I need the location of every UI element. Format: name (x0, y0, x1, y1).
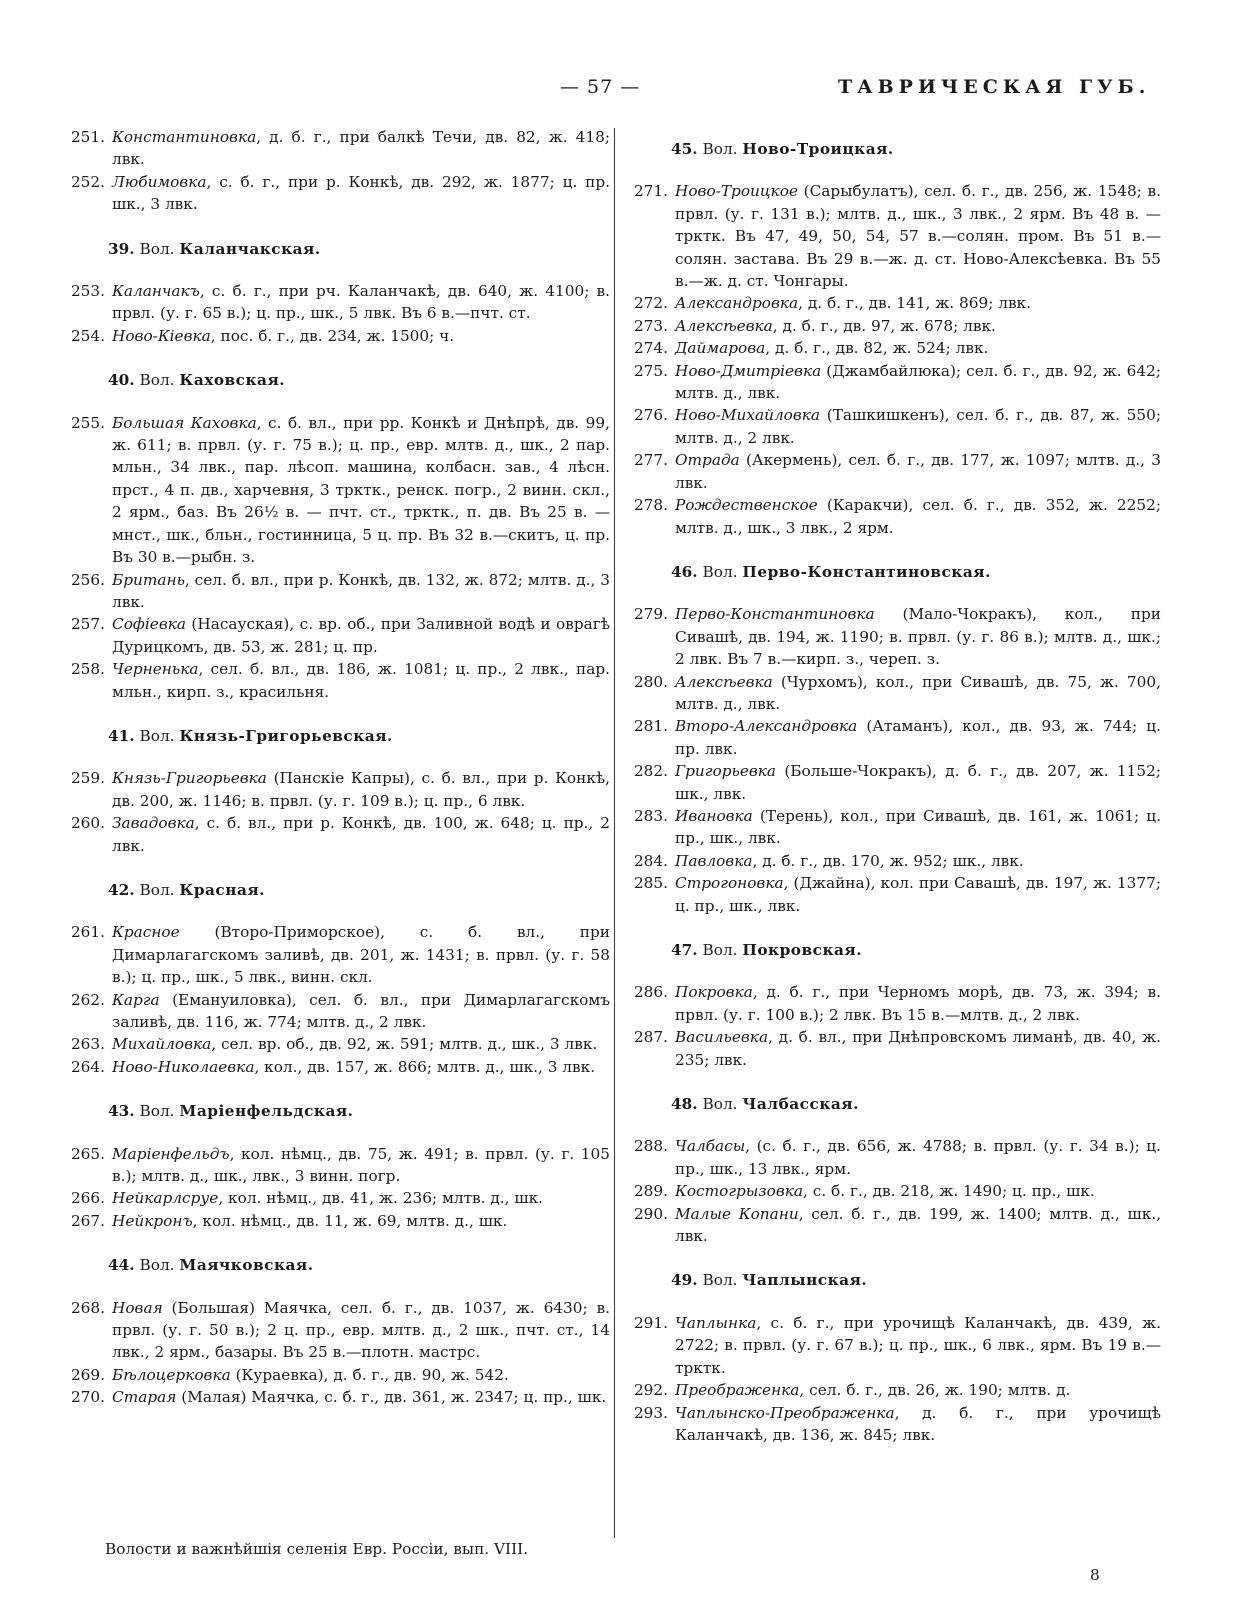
settlement-name: Ново-Дмитріевка (675, 361, 822, 380)
settlement-entry (62, 658, 610, 703)
volost-number: 42. (108, 880, 135, 899)
settlement-entry (62, 1386, 610, 1408)
entry-text (675, 180, 1161, 292)
page-title: ТАВРИЧЕСКАЯ ГУБ. (838, 76, 1151, 98)
settlement-details: (Малая) Маячка, с. б. г., дв. 361, ж. 2347; ц. пр., шк. (176, 1388, 607, 1407)
settlement-entry (625, 850, 1161, 872)
entry-number: 285. (633, 874, 668, 893)
entry-text (675, 671, 1161, 716)
entry-text (112, 658, 610, 703)
settlement-name: Васильевка (675, 1028, 769, 1047)
entry-text (675, 760, 1161, 805)
settlement-details: , с. б. г., дв. 218, ж. 1490; ц. пр., шк. (803, 1182, 1095, 1201)
settlement-name: Рождественское (675, 496, 818, 515)
settlement-entry (62, 1033, 610, 1055)
entry-number: 254. (70, 326, 105, 345)
entry-text (112, 1033, 610, 1055)
entry-text (112, 1297, 610, 1364)
sheet-number: 8 (1090, 1566, 1100, 1584)
entry-number: 293. (633, 1403, 668, 1422)
volost-name: Князь-Григорьевская. (179, 726, 393, 745)
settlement-name: Григорьевка (675, 762, 777, 781)
entry-number: 263. (70, 1035, 105, 1054)
entry-number: 284. (633, 851, 668, 870)
settlement-name: Ново-Троицкое (675, 182, 798, 201)
settlement-entry (625, 360, 1161, 405)
settlement-name: Отрада (675, 451, 740, 470)
settlement-name: Нейкарлсруе (112, 1189, 219, 1208)
entry-number: 279. (633, 605, 668, 624)
entry-number: 256. (70, 570, 105, 589)
entry-text (112, 569, 610, 614)
entry-number: 289. (633, 1182, 668, 1201)
entry-number: 270. (70, 1388, 105, 1407)
entry-number: 260. (70, 814, 105, 833)
settlement-details: , (Джайна), кол. при Савашѣ, дв. 197, ж. 1377; ц. пр., шк., лвк. (675, 874, 1161, 915)
settlement-details: , д. б. г., дв. 82, ж. 524; лвк. (765, 339, 989, 358)
settlement-name: Большая Каховка (112, 413, 257, 432)
entry-number: 259. (70, 769, 105, 788)
settlement-entry (625, 1312, 1161, 1379)
settlement-details: (Насауская), с. вр. об., при Заливной водѣ и оврагѣ Дурицкомъ, дв. 53, ж. 281; ц. пр. (112, 615, 610, 656)
settlement-entry (62, 1297, 610, 1364)
entry-text (112, 325, 610, 347)
settlement-entry (625, 1026, 1161, 1071)
settlement-details: (Кураевка), д. б. г., дв. 90, ж. 542. (230, 1365, 509, 1384)
volost-label: Вол. (702, 941, 738, 959)
entry-number: 269. (70, 1365, 105, 1384)
settlement-details: , (с. б. г., дв. 656, ж. 4788; в. првл. (у. г. 34 в.); ц. пр., шк., 13 лвк., ярм. (675, 1137, 1161, 1178)
volost-name: Чалбасская. (742, 1095, 859, 1114)
settlement-name: Даймарова (675, 339, 766, 358)
settlement-details: (Атаманъ), кол., дв. 93, ж. 744; ц. пр. лвк. (675, 717, 1161, 758)
settlement-name: Перво-Константиновка (675, 605, 875, 624)
settlement-details: , с. б. г., при урочищѣ Каланчакѣ, дв. 439, ж. 2722; в. првл. (у. г. 67 в.); ц. пр., шк., 6 лвк., ярм. Въ 19 в.— трктк. (675, 1313, 1161, 1377)
settlement-entry (62, 989, 610, 1034)
settlement-name: Черненька (112, 660, 199, 679)
entry-number: 257. (70, 615, 105, 634)
volost-number: 40. (108, 371, 135, 390)
entry-number: 282. (633, 762, 668, 781)
entry-text (112, 989, 610, 1034)
settlement-name: Софіевка (112, 615, 186, 634)
settlement-details: (Акермень), сел. б. г., дв. 177, ж. 1097; млтв. д., 3 лвк. (675, 451, 1161, 492)
settlement-details: , с. б. г., при рч. Каланчакѣ, дв. 640, ж. 4100; в. првл. (у. г. 65 в.); ц. пр., шк., 5 лвк. Въ 6 в.—пчт. ст. (112, 282, 610, 323)
entry-number: 272. (633, 294, 668, 313)
settlement-details: , кол. нѣмц., дв. 11, ж. 69, млтв. д., шк. (192, 1211, 508, 1230)
settlement-name: Ново-Михайловка (675, 406, 821, 425)
settlement-entry (625, 715, 1161, 760)
volost-heading (625, 939, 1161, 961)
settlement-entry (625, 1135, 1161, 1180)
volost-label: Вол. (702, 140, 738, 158)
settlement-details: , кол. нѣмц., дв. 41, ж. 236; млтв. д., шк. (218, 1189, 544, 1208)
volost-name: Маріенфельдская. (179, 1102, 354, 1121)
settlement-details: (Каракчи), сел. б. г., дв. 352, ж. 2252; млтв. д., шк., 3 лвк., 2 ярм. (675, 496, 1161, 537)
volost-number: 44. (108, 1256, 135, 1275)
settlement-entry (625, 671, 1161, 716)
settlement-entry (62, 171, 610, 216)
settlement-entry (62, 812, 610, 857)
entry-number: 292. (633, 1381, 668, 1400)
volost-number: 49. (671, 1271, 698, 1290)
volost-heading (62, 1254, 610, 1276)
volost-name: Чаплынская. (742, 1271, 868, 1290)
settlement-name: Британь (112, 570, 185, 589)
settlement-entry (625, 872, 1161, 917)
volost-heading (62, 369, 610, 391)
entry-number: 288. (633, 1137, 668, 1156)
entry-text (112, 767, 610, 812)
settlement-name: Маріенфельдъ (112, 1144, 230, 1163)
settlement-name: Алексѣевка (675, 316, 773, 335)
volost-label: Вол. (702, 1095, 738, 1114)
entry-text (112, 1364, 610, 1386)
entry-number: 275. (633, 361, 668, 380)
volost-name: Ново-Троицкая. (742, 140, 894, 158)
volost-name: Каховская. (179, 371, 286, 390)
settlement-entry (625, 292, 1161, 314)
entry-text (675, 292, 1161, 314)
volost-name: Покровская. (742, 941, 863, 959)
settlement-entry (62, 767, 610, 812)
settlement-details: (Чурхомъ), кол., при Сивашѣ, дв. 75, ж. 700, млтв. д., лвк. (675, 672, 1161, 713)
settlement-details: , сел. б. г., дв. 199, ж. 1400; млтв. д., шк., лвк. (675, 1204, 1161, 1246)
entry-text (112, 1143, 610, 1188)
settlement-name: Малые Копани (675, 1204, 799, 1223)
volost-heading (625, 1269, 1161, 1291)
entry-text (675, 449, 1161, 494)
settlement-details: , д. б. г., дв. 141, ж. 869; лвк. (798, 294, 1031, 313)
settlement-name: Красное (112, 923, 180, 942)
entry-number: 286. (633, 983, 668, 1002)
volost-label: Вол. (139, 726, 175, 745)
entry-text (112, 280, 610, 325)
entry-text (112, 126, 610, 171)
entry-number: 251. (70, 128, 105, 146)
right-column (625, 126, 1161, 1446)
settlement-entry (62, 280, 610, 325)
settlement-name: Константиновка (112, 128, 257, 146)
column-divider (614, 128, 615, 1538)
entry-number: 264. (70, 1057, 105, 1076)
settlement-details: , с. б. вл., при рр. Конкѣ и Днѣпрѣ, дв. 99, ж. 611; в. првл. (у. г. 75 в.); ц. пр., евр. млтв. д., шк., 2 пар. мльн., 34 лвк., пар. лѣсоп. машина, колбасн. зав., 4 лѣсн. прст., 4 п. дв., харчевня, 3 трктк., ренск. погр., 2 винн. скл., 2 ярм., баз. Въ 26½ в. — пчт. ст., трктк., п. дв. Въ 25 в. — мнст., шк., бльн., гостинница, 5 ц. пр. Въ 32 в.—скитъ, ц. пр. Въ 30 в.—рыбн. з. (112, 413, 610, 567)
entry-number: 261. (70, 923, 105, 942)
settlement-name: Чалбасы (675, 1137, 746, 1156)
settlement-entry (625, 337, 1161, 359)
settlement-name: Ново-Кіевка (112, 326, 211, 345)
entry-number: 290. (633, 1204, 668, 1223)
entry-text (675, 1312, 1161, 1379)
volost-label: Вол. (139, 1102, 175, 1121)
volost-label: Вол. (139, 1256, 175, 1275)
settlement-name: Чаплынско-Преображенка (675, 1403, 895, 1422)
settlement-name: Новая (112, 1298, 163, 1317)
settlement-entry (62, 569, 610, 614)
settlement-name: Павловка (675, 851, 753, 870)
settlement-name: Любимовка (112, 172, 207, 191)
settlement-details: , с. б. г., при р. Конкѣ, дв. 292, ж. 1877; ц. пр. шк., 3 лвк. (112, 172, 610, 214)
volost-number: 46. (671, 562, 698, 581)
settlement-details: , сел. вр. об., дв. 92, ж. 591; млтв. д., шк., 3 лвк. (211, 1035, 598, 1054)
settlement-entry (625, 981, 1161, 1026)
settlement-details: , д. б. г., при Черномъ морѣ, дв. 73, ж. 394; в. првл. (у. г. 100 в.); 2 лвк. Въ 15 в.—млтв. д., 2 лвк. (675, 983, 1161, 1024)
entry-number: 258. (70, 660, 105, 679)
settlement-name: Преображенка (675, 1381, 800, 1400)
volost-heading (62, 879, 610, 901)
entry-number: 281. (633, 717, 668, 736)
entry-text (675, 872, 1161, 917)
settlement-details: , с. б. вл., при р. Конкѣ, дв. 100, ж. 648; ц. пр., 2 лвк. (112, 814, 610, 855)
settlement-entry (62, 1210, 610, 1232)
entry-text (112, 1386, 610, 1408)
entry-number: 291. (633, 1313, 668, 1332)
volost-name: Красная. (179, 880, 265, 899)
settlement-entry (625, 760, 1161, 805)
entry-number: 276. (633, 406, 668, 425)
settlement-name: Александровка (675, 294, 799, 313)
volost-label: Вол. (139, 371, 175, 390)
settlement-name: Нейкронъ (112, 1211, 193, 1230)
settlement-name: Покровка (675, 983, 753, 1002)
volost-number: 39. (108, 239, 135, 258)
entry-text (112, 921, 610, 988)
settlement-entry (62, 921, 610, 988)
settlement-details: , сел. б. вл., при р. Конкѣ, дв. 132, ж. 872; млтв. д., 3 лвк. (112, 570, 610, 611)
entry-number: 271. (633, 182, 668, 201)
entry-number: 262. (70, 990, 105, 1009)
settlement-entry (625, 404, 1161, 449)
entry-number: 278. (633, 496, 668, 515)
settlement-name: Князь-Григорьевка (112, 769, 267, 788)
volost-label: Вол. (139, 239, 175, 258)
entry-text (675, 715, 1161, 760)
entry-text (675, 360, 1161, 405)
settlement-name: Карга (112, 990, 160, 1009)
settlement-details: (Панскіе Капры), с. б. вл., при р. Конкѣ, дв. 200, ж. 1146; в. првл. (у. г. 109 в.); ц. пр., 6 лвк. (112, 769, 610, 810)
entry-text (675, 1135, 1161, 1180)
volost-heading (62, 1100, 610, 1122)
entry-text (675, 981, 1161, 1026)
settlement-details: (Второ-Приморское), с. б. вл., при Димарлагагскомъ заливѣ, дв. 201, ж. 1431; в. првл. (у. г. 58 в.); ц. пр., шк., 5 лвк., винн. скл. (112, 923, 610, 987)
settlement-details: (Ташкишкенъ), сел. б. г., дв. 87, ж. 550; млтв. д., 2 лвк. (675, 406, 1161, 447)
settlement-entry (62, 1143, 610, 1188)
entry-text (112, 1056, 610, 1078)
settlement-details: , кол., дв. 157, ж. 866; млтв. д., шк., 3 лвк. (254, 1057, 596, 1076)
entry-number: 273. (633, 316, 668, 335)
settlement-entry (625, 315, 1161, 337)
settlement-details: (Терень), кол., при Сивашѣ, дв. 161, ж. 1061; ц. пр., шк., лвк. (675, 806, 1161, 848)
volost-label: Вол. (702, 562, 738, 581)
settlement-entry (62, 1056, 610, 1078)
entry-text (675, 603, 1161, 670)
settlement-details: , кол. нѣмц., дв. 75, ж. 491; в. првл. (у. г. 105 в.); млтв. д., шк., лвк., 3 винн. погр. (112, 1144, 610, 1186)
settlement-entry (625, 1180, 1161, 1202)
settlement-entry (625, 494, 1161, 539)
settlement-entry (625, 1402, 1161, 1447)
entry-text (675, 404, 1161, 449)
entry-text (112, 171, 610, 216)
settlement-entry (62, 613, 610, 658)
volost-name: Каланчакская. (179, 239, 321, 258)
entry-text (675, 315, 1161, 337)
volost-heading (625, 1093, 1161, 1115)
settlement-details: (Большая) Маячка, сел. б. г., дв. 1037, ж. 6430; в. првл. (у. г. 50 в.); 2 ц. пр., евр. млтв. д., 2 шк., пчт. ст., 14 лвк., 2 ярм., базары. Въ 25 в.—плотн. мастрс. (112, 1298, 610, 1362)
settlement-name: Второ-Александровка (675, 717, 858, 736)
settlement-details: (Емануиловка), сел. б. вл., при Димарлагагскомъ заливѣ, дв. 116, ж. 774; млтв. д., 2 лвк. (112, 990, 610, 1031)
settlement-entry (625, 180, 1161, 292)
entry-number: 287. (633, 1028, 668, 1047)
entry-text (675, 1402, 1161, 1447)
entry-number: 267. (70, 1211, 105, 1230)
settlement-entry (62, 1364, 610, 1386)
settlement-details: , сел. б. вл., дв. 186, ж. 1081; ц. пр., 2 лвк., пар. мльн., кирп. з., красильня. (112, 660, 610, 701)
entry-text (675, 1203, 1161, 1248)
settlement-entry (625, 449, 1161, 494)
settlement-details: , д. б. вл., при Днѣпровскомъ лиманѣ, дв. 40, ж. 235; лвк. (675, 1028, 1161, 1069)
settlement-name: Старая (112, 1388, 177, 1407)
settlement-entry (625, 1379, 1161, 1401)
volost-heading (625, 138, 1161, 160)
settlement-details: , пос. б. г., дв. 234, ж. 1500; ч. (210, 326, 455, 345)
volost-heading (62, 725, 610, 747)
settlement-entry (62, 1187, 610, 1209)
settlement-entry (625, 603, 1161, 670)
entry-text (675, 850, 1161, 872)
entry-text (675, 1026, 1161, 1071)
entry-text (112, 1187, 610, 1209)
entry-number: 255. (70, 413, 105, 432)
left-column (62, 126, 610, 1409)
settlement-details: (Сарыбулатъ), сел. б. г., дв. 256, ж. 1548; в. првл. (у. г. 131 в.); млтв. д., шк., 3 лвк., 2 ярм. Въ 48 в. — трктк. Въ 47, 49, 50, 54, 57 в.—солян. пром. Въ 51 в.—солян. застава. Въ 29 в.—ж. д. ст. Ново-Алексѣевка. Въ 55 в.—ж. д. ст. Чонгары. (675, 182, 1161, 291)
volost-number: 48. (671, 1095, 698, 1114)
entry-number: 274. (633, 339, 668, 358)
entry-number: 283. (633, 806, 668, 825)
entry-number: 268. (70, 1298, 105, 1317)
settlement-name: Завадовка (112, 814, 195, 833)
settlement-details: , сел. б. г., дв. 26, ж. 190; млтв. д. (799, 1381, 1071, 1400)
entry-text (112, 812, 610, 857)
settlement-details: , д. б. г., при урочищѣ Каланчакѣ, дв. 136, ж. 845; лвк. (675, 1403, 1161, 1444)
volost-number: 43. (108, 1102, 135, 1121)
entry-number: 266. (70, 1189, 105, 1208)
volost-heading (62, 238, 610, 260)
volost-label: Вол. (139, 880, 175, 899)
settlement-details: , д. б. г., дв. 97, ж. 678; лвк. (772, 316, 996, 335)
entry-text (675, 494, 1161, 539)
settlement-entry (62, 126, 610, 171)
volost-name: Маячковская. (179, 1256, 314, 1275)
settlement-details: (Джамбайлюка); сел. б. г., дв. 92, ж. 642; млтв. д., лвк. (675, 361, 1161, 403)
entry-number: 280. (633, 672, 668, 691)
volost-number: 41. (108, 726, 135, 745)
settlement-name: Михайловка (112, 1035, 212, 1054)
entry-text (675, 1180, 1161, 1202)
entry-text (112, 412, 610, 569)
entry-text (675, 1379, 1161, 1401)
settlement-details: , д. б. г., дв. 170, ж. 952; шк., лвк. (752, 851, 1024, 870)
volost-number: 45. (671, 140, 698, 158)
entry-number: 265. (70, 1144, 105, 1163)
entry-text (675, 337, 1161, 359)
settlement-entry (62, 412, 610, 569)
settlement-entry (625, 1203, 1161, 1248)
settlement-name: Ивановка (675, 806, 753, 825)
entry-text (675, 805, 1161, 850)
volost-heading (625, 561, 1161, 583)
volost-number: 47. (671, 941, 698, 959)
settlement-entry (62, 325, 610, 347)
settlement-details: (Мало-Чокракъ), кол., при Сивашѣ, дв. 194, ж. 1190; в. првл. (у. г. 86 в.); млтв. д., шк.; 2 лвк. Въ 7 в.—кирп. з., череп. з. (675, 605, 1161, 669)
settlement-entry (625, 805, 1161, 850)
settlement-name: Бѣлоцерковка (112, 1365, 231, 1384)
settlement-details: (Больше-Чокракъ), д. б. г., дв. 207, ж. 1152; шк., лвк. (675, 762, 1161, 803)
entry-number: 252. (70, 172, 105, 191)
volost-label: Вол. (702, 1271, 738, 1290)
settlement-name: Ново-Николаевка (112, 1057, 255, 1076)
footer-note: Волости и важнѣйшія селенія Евр. Россіи, вып. VIII. (105, 1540, 529, 1558)
settlement-name: Алексѣевка (675, 672, 773, 691)
settlement-name: Костогрызовка (675, 1182, 804, 1201)
settlement-name: Строгоновка (675, 874, 784, 893)
page-number: — 57 — (560, 76, 641, 98)
entry-number: 253. (70, 282, 105, 301)
settlement-name: Чаплынка (675, 1313, 757, 1332)
settlement-details: , д. б. г., при балкѣ Течи, дв. 82, ж. 418; лвк. (112, 128, 610, 169)
settlement-name: Каланчакъ (112, 282, 200, 301)
entry-number: 277. (633, 451, 668, 470)
volost-name: Перво-Константиновская. (742, 562, 991, 581)
entry-text (112, 613, 610, 658)
entry-text (112, 1210, 610, 1232)
